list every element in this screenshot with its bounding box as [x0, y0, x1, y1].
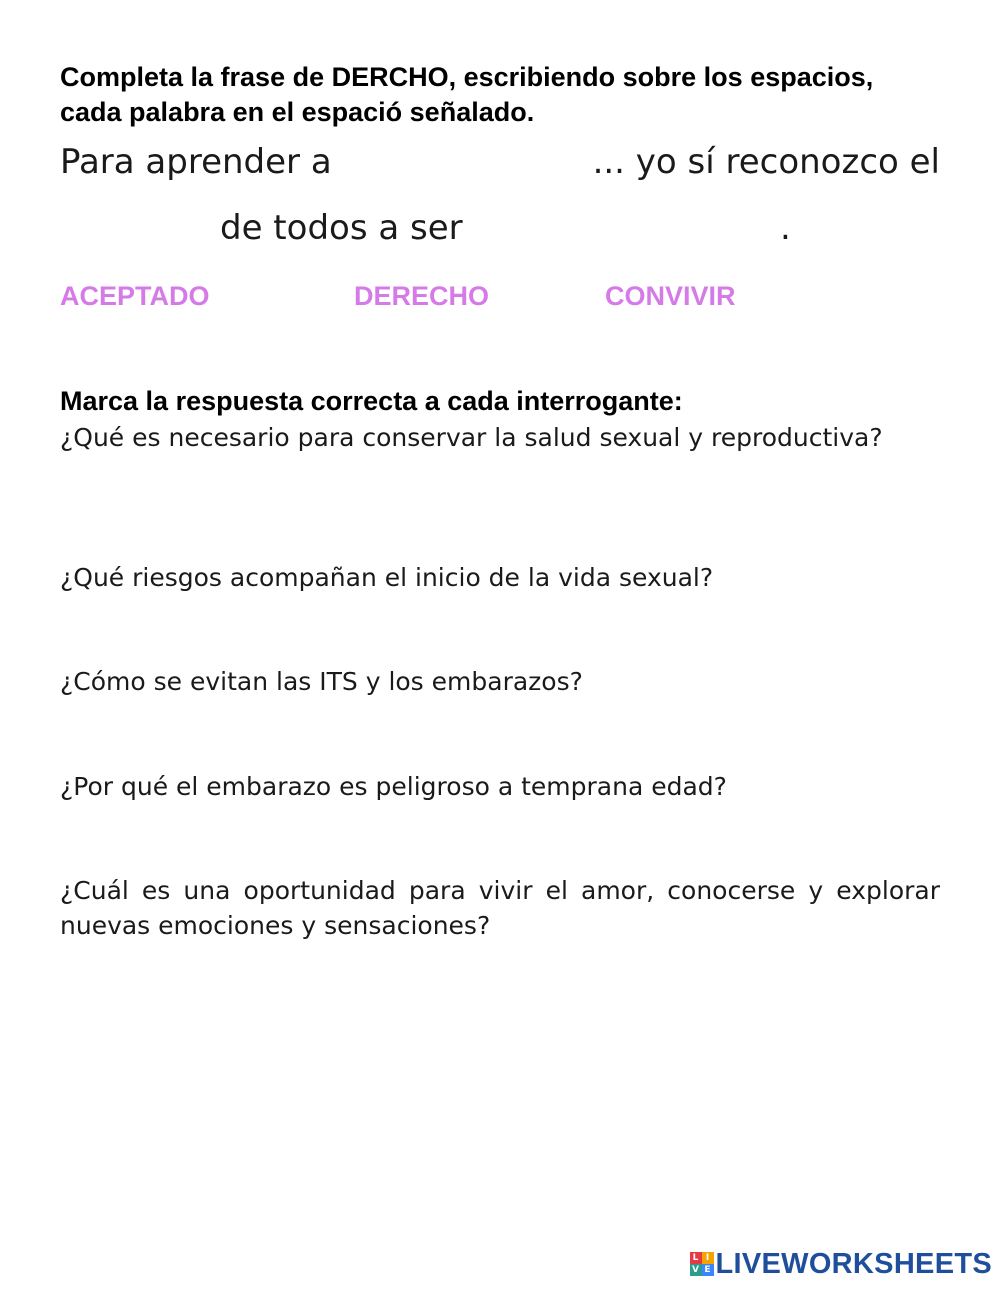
brand-name: LIVEWORKSHEETS — [715, 1248, 992, 1280]
sentence-text-1: Para aprender a — [60, 142, 332, 182]
liveworksheets-brand — [690, 1249, 993, 1279]
logo-tile-e: E — [702, 1264, 714, 1276]
sentence-line-2 — [60, 206, 940, 250]
logo-tile-i: I — [702, 1252, 714, 1264]
question-4: ¿Por qué el embarazo es peligroso a temprana edad? — [60, 772, 727, 801]
question-3: ¿Cómo se evitan las ITS y los embarazos? — [60, 667, 583, 696]
word-bank-item-derecho[interactable]: DERECHO — [354, 281, 490, 311]
word-bank — [60, 278, 940, 314]
sentence-line-1 — [60, 140, 940, 184]
question-2: ¿Qué riesgos acompañan el inicio de la vida sexual? — [60, 563, 714, 592]
instruction-mark-answer: Marca la respuesta correcta a cada interrogante: — [60, 386, 683, 416]
blank-field-1[interactable] — [360, 140, 570, 191]
question-5: ¿Cuál es una oportunidad para vivir el amor, conocerse y explorar nuevas emociones y sensaciones? — [60, 876, 940, 940]
logo-tile-l: L — [690, 1252, 702, 1264]
logo-tile-v: V — [690, 1264, 702, 1276]
blank-field-2[interactable] — [60, 206, 210, 257]
blank-field-3[interactable] — [470, 206, 770, 257]
liveworksheets-logo-icon — [690, 1252, 714, 1276]
instruction-fill-blanks: Completa la frase de DERCHO, escribiendo sobre los espacios, cada palabra en el espació señalado. — [60, 62, 874, 127]
sentence-text-2: ... yo sí reconozco el — [592, 142, 940, 182]
question-1: ¿Qué es necesario para conservar la salud sexual y reproductiva? — [60, 423, 883, 452]
word-bank-item-aceptado[interactable]: ACEPTADO — [60, 281, 210, 311]
sentence-text-4: . — [780, 208, 791, 248]
word-bank-item-convivir[interactable]: CONVIVIR — [605, 281, 736, 311]
sentence-text-3: de todos a ser — [220, 208, 463, 248]
